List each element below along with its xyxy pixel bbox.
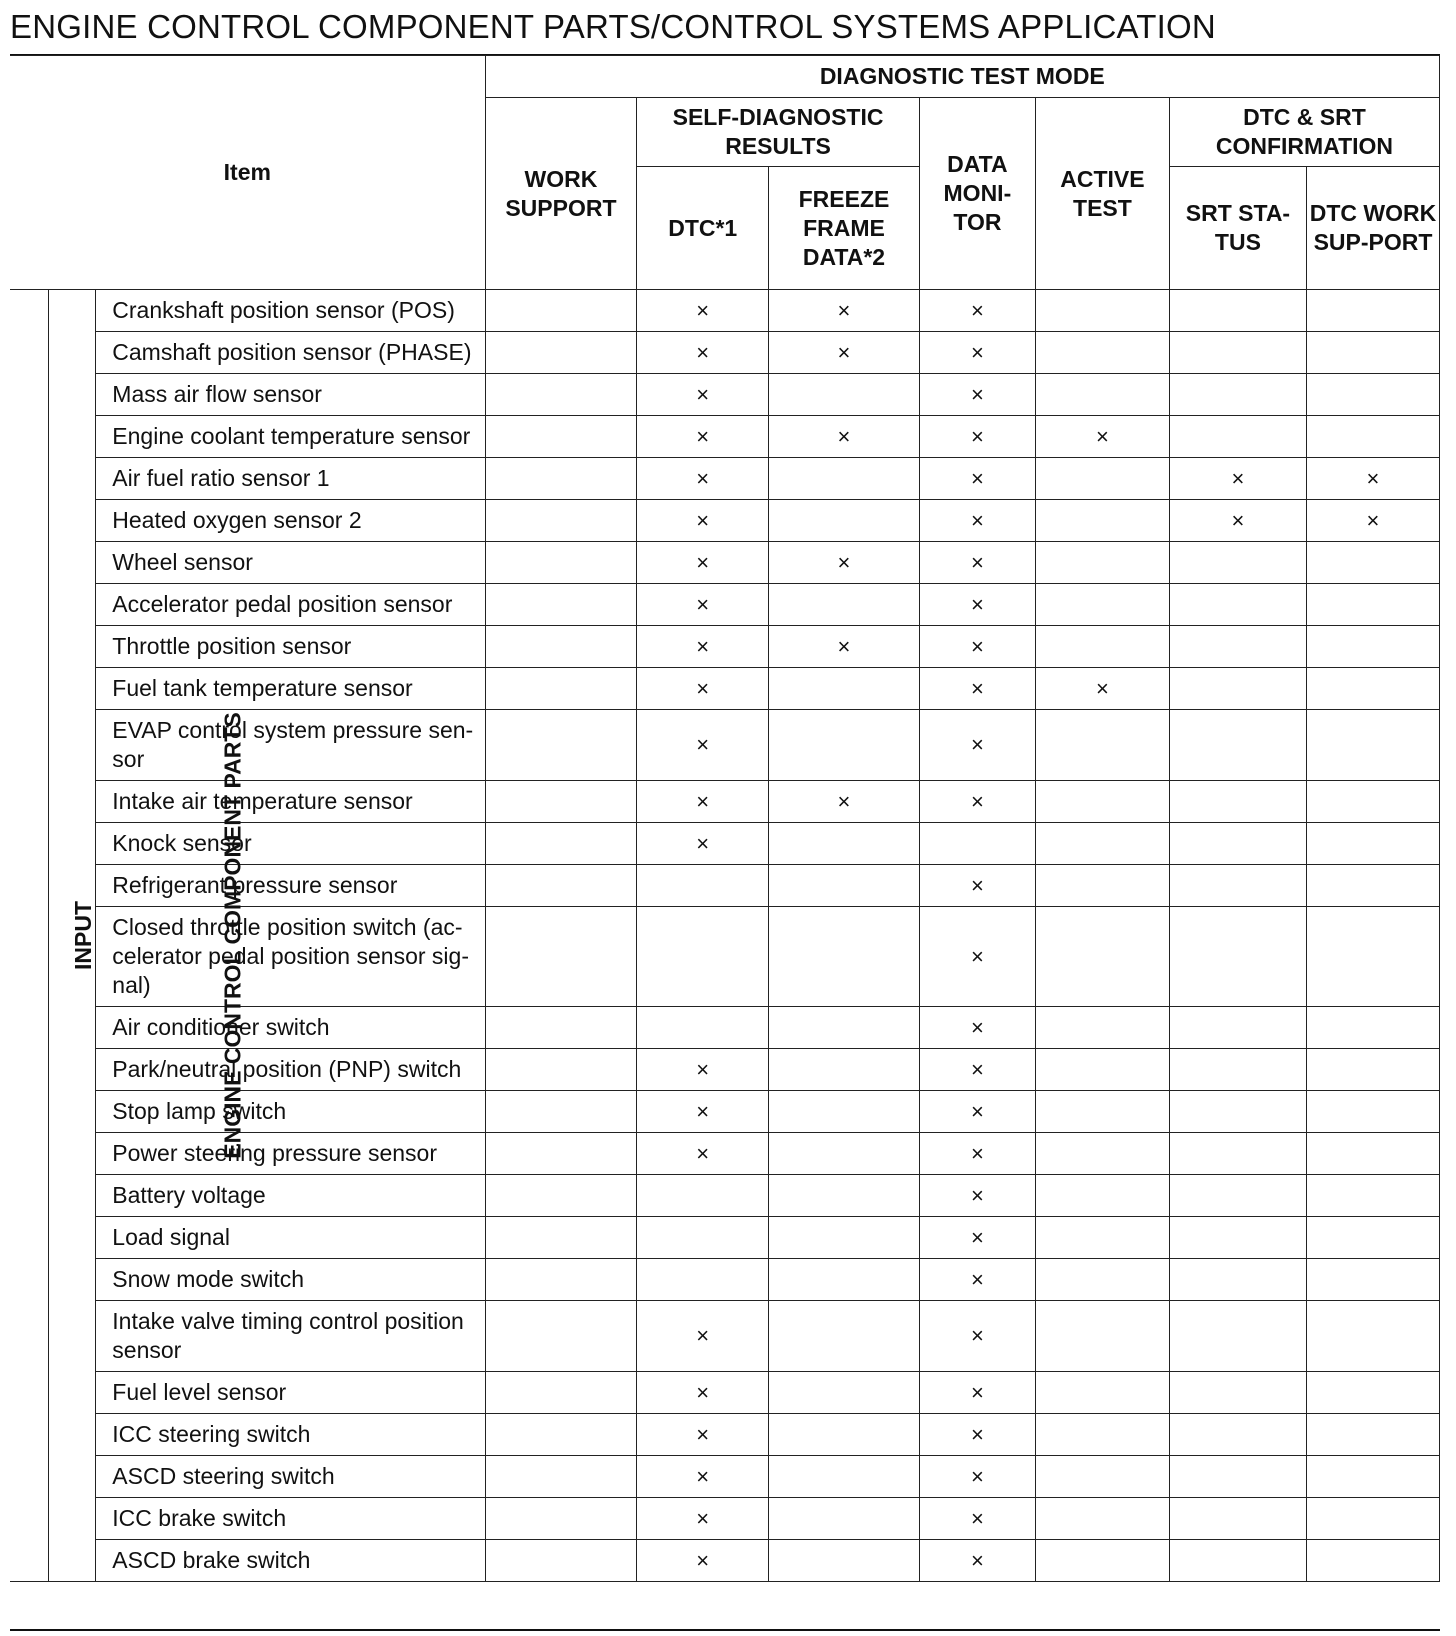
active-test-cell: × [1035, 668, 1169, 710]
data-monitor-cell: × [919, 1498, 1035, 1540]
srt-status-header: SRT STA-TUS [1169, 167, 1306, 290]
item-name: Fuel tank temperature sensor [96, 668, 485, 710]
data-monitor-cell: × [919, 668, 1035, 710]
dtc-cell: × [637, 332, 769, 374]
table-row [10, 1301, 1440, 1372]
dtc-cell: × [637, 668, 769, 710]
dtc-work-support-cell [1306, 542, 1439, 584]
work-support-cell [485, 907, 637, 1007]
active-test-cell [1035, 584, 1169, 626]
active-test-cell [1035, 1133, 1169, 1175]
item-name: ICC steering switch [96, 1414, 485, 1456]
dtc-work-support-cell: × [1306, 500, 1439, 542]
data-monitor-cell: × [919, 1456, 1035, 1498]
item-name: Engine coolant temperature sensor [96, 416, 485, 458]
dtc-cell: × [637, 710, 769, 781]
data-monitor-cell [919, 823, 1035, 865]
dtc-cell: × [637, 1091, 769, 1133]
dtc-work-support-cell [1306, 865, 1439, 907]
active-test-cell [1035, 374, 1169, 416]
dtc-work-support-cell [1306, 626, 1439, 668]
data-monitor-cell: × [919, 1175, 1035, 1217]
work-support-cell [485, 458, 637, 500]
table-row [10, 668, 1440, 710]
work-support-cell [485, 1372, 637, 1414]
item-name: Snow mode switch [96, 1259, 485, 1301]
srt-status-cell [1169, 668, 1306, 710]
dtc-work-support-cell [1306, 781, 1439, 823]
srt-status-cell [1169, 416, 1306, 458]
subgroup-label [49, 290, 96, 1582]
active-test-cell [1035, 290, 1169, 332]
work-support-cell [485, 1007, 637, 1049]
work-support-cell [485, 823, 637, 865]
item-name: ASCD steering switch [96, 1456, 485, 1498]
work-support-cell [485, 1414, 637, 1456]
srt-status-cell [1169, 1133, 1306, 1175]
data-monitor-cell: × [919, 781, 1035, 823]
dtc-work-support-cell [1306, 710, 1439, 781]
freeze-frame-cell [769, 1414, 920, 1456]
group-label-text: ENGINE CONTROL COMPONENT PARTS [219, 712, 246, 1159]
freeze-frame-cell [769, 1217, 920, 1259]
table-body [10, 290, 1440, 1582]
freeze-frame-cell [769, 865, 920, 907]
srt-status-cell [1169, 1175, 1306, 1217]
item-name: Load signal [96, 1217, 485, 1259]
table-row [10, 500, 1440, 542]
active-test-cell [1035, 1301, 1169, 1372]
item-name: Knock sensor [96, 823, 485, 865]
data-monitor-cell: × [919, 500, 1035, 542]
item-name: Accelerator pedal position sensor [96, 584, 485, 626]
freeze-frame-cell [769, 1456, 920, 1498]
active-test-cell [1035, 823, 1169, 865]
dtc-work-support-cell [1306, 1456, 1439, 1498]
dtc-work-support-cell [1306, 1217, 1439, 1259]
active-test-cell [1035, 907, 1169, 1007]
item-name: Stop lamp switch [96, 1091, 485, 1133]
active-test-cell [1035, 710, 1169, 781]
active-test-cell [1035, 1259, 1169, 1301]
dtc-cell: × [637, 1498, 769, 1540]
subgroup-label-text: INPUT [70, 901, 97, 970]
active-test-cell [1035, 542, 1169, 584]
work-support-cell [485, 710, 637, 781]
dtc-work-support-cell [1306, 668, 1439, 710]
table-row [10, 1175, 1440, 1217]
srt-status-cell [1169, 290, 1306, 332]
srt-status-cell [1169, 1498, 1306, 1540]
data-monitor-cell: × [919, 1414, 1035, 1456]
dtc-cell: × [637, 416, 769, 458]
dtc-work-support-cell [1306, 1133, 1439, 1175]
work-support-cell [485, 584, 637, 626]
active-test-cell [1035, 1498, 1169, 1540]
srt-status-cell [1169, 1301, 1306, 1372]
table-row [10, 374, 1440, 416]
self-diagnostic-results-header: SELF-DIAGNOSTIC RESULTS [637, 98, 920, 167]
dtc-work-support-header: DTC WORK SUP-PORT [1306, 167, 1439, 290]
bottom-divider [10, 1629, 1440, 1631]
data-monitor-cell: × [919, 290, 1035, 332]
dtc-cell [637, 1217, 769, 1259]
dtc-work-support-cell [1306, 374, 1439, 416]
freeze-frame-cell [769, 1301, 920, 1372]
srt-status-cell [1169, 865, 1306, 907]
dtc-work-support-cell [1306, 1175, 1439, 1217]
active-test-cell [1035, 332, 1169, 374]
dtc-cell: × [637, 584, 769, 626]
dtc-cell: × [637, 1372, 769, 1414]
table-row [10, 1372, 1440, 1414]
data-monitor-cell: × [919, 1133, 1035, 1175]
srt-status-cell [1169, 332, 1306, 374]
work-support-cell [485, 626, 637, 668]
dtc-cell: × [637, 781, 769, 823]
data-monitor-cell: × [919, 1259, 1035, 1301]
active-test-cell [1035, 781, 1169, 823]
freeze-frame-cell [769, 1091, 920, 1133]
dtc-cell [637, 1259, 769, 1301]
work-support-cell [485, 332, 637, 374]
active-test-cell [1035, 1372, 1169, 1414]
srt-status-cell: × [1169, 458, 1306, 500]
data-monitor-cell: × [919, 374, 1035, 416]
application-table [10, 55, 1440, 1582]
active-test-cell: × [1035, 416, 1169, 458]
item-name: Crankshaft position sensor (POS) [96, 290, 485, 332]
dtc-work-support-cell [1306, 1091, 1439, 1133]
dtc-work-support-cell [1306, 290, 1439, 332]
dtc-work-support-cell [1306, 584, 1439, 626]
data-monitor-cell: × [919, 907, 1035, 1007]
srt-status-cell [1169, 1456, 1306, 1498]
srt-status-cell [1169, 542, 1306, 584]
freeze-frame-data-header: FREEZE FRAME DATA*2 [769, 167, 920, 290]
table-row [10, 458, 1440, 500]
freeze-frame-cell [769, 710, 920, 781]
srt-status-cell [1169, 1372, 1306, 1414]
dtc-cell: × [637, 374, 769, 416]
data-monitor-cell: × [919, 1372, 1035, 1414]
work-support-cell [485, 542, 637, 584]
srt-status-cell [1169, 1540, 1306, 1582]
freeze-frame-cell [769, 500, 920, 542]
active-test-header: ACTIVE TEST [1035, 98, 1169, 290]
dtc-cell [637, 1007, 769, 1049]
srt-status-cell [1169, 1217, 1306, 1259]
item-name: Air fuel ratio sensor 1 [96, 458, 485, 500]
freeze-frame-cell [769, 1259, 920, 1301]
data-monitor-cell: × [919, 458, 1035, 500]
active-test-cell [1035, 458, 1169, 500]
item-name: ICC brake switch [96, 1498, 485, 1540]
srt-status-cell [1169, 781, 1306, 823]
dtc-work-support-cell [1306, 1259, 1439, 1301]
work-support-cell [485, 1259, 637, 1301]
active-test-cell [1035, 865, 1169, 907]
table-row [10, 1217, 1440, 1259]
data-monitor-cell: × [919, 710, 1035, 781]
dtc-work-support-cell [1306, 1007, 1439, 1049]
srt-status-cell [1169, 1091, 1306, 1133]
table-row [10, 1498, 1440, 1540]
active-test-cell [1035, 1456, 1169, 1498]
item-name: Park/neutral position (PNP) switch [96, 1049, 485, 1091]
item-name: Refrigerant pressure sensor [96, 865, 485, 907]
work-support-cell [485, 668, 637, 710]
srt-status-cell [1169, 710, 1306, 781]
active-test-cell [1035, 1007, 1169, 1049]
dtc-cell: × [637, 1133, 769, 1175]
item-header: Item [10, 56, 485, 290]
work-support-cell [485, 1301, 637, 1372]
freeze-frame-cell [769, 374, 920, 416]
item-name: Mass air flow sensor [96, 374, 485, 416]
freeze-frame-cell: × [769, 332, 920, 374]
dtc-cell: × [637, 1540, 769, 1582]
dtc-work-support-cell [1306, 1540, 1439, 1582]
freeze-frame-cell: × [769, 781, 920, 823]
dtc-cell: × [637, 500, 769, 542]
item-name: Camshaft position sensor (PHASE) [96, 332, 485, 374]
work-support-cell [485, 1217, 637, 1259]
item-name: Battery voltage [96, 1175, 485, 1217]
dtc-cell: × [637, 1049, 769, 1091]
data-monitor-header: DATA MONI-TOR [919, 98, 1035, 290]
dtc-work-support-cell [1306, 1372, 1439, 1414]
freeze-frame-cell [769, 458, 920, 500]
table-row [10, 1540, 1440, 1582]
data-monitor-cell: × [919, 332, 1035, 374]
dtc-cell [637, 865, 769, 907]
freeze-frame-cell [769, 1175, 920, 1217]
freeze-frame-cell [769, 1372, 920, 1414]
item-name: Closed throttle position switch (ac-celerator pedal position sensor sig-nal) [96, 907, 485, 1007]
dtc-cell: × [637, 1301, 769, 1372]
table-row [10, 1456, 1440, 1498]
table-row [10, 416, 1440, 458]
data-monitor-cell: × [919, 1217, 1035, 1259]
item-name: ASCD brake switch [96, 1540, 485, 1582]
dtc-work-support-cell [1306, 1498, 1439, 1540]
table-row [10, 290, 1440, 332]
page-title: ENGINE CONTROL COMPONENT PARTS/CONTROL SYSTEMS APPLICATION [10, 8, 1216, 45]
work-support-cell [485, 290, 637, 332]
work-support-cell [485, 1049, 637, 1091]
freeze-frame-cell [769, 1007, 920, 1049]
dtc-cell: × [637, 1456, 769, 1498]
dtc-cell [637, 1175, 769, 1217]
work-support-cell [485, 1498, 637, 1540]
freeze-frame-cell [769, 584, 920, 626]
table-row [10, 1259, 1440, 1301]
active-test-cell [1035, 1091, 1169, 1133]
data-monitor-cell: × [919, 416, 1035, 458]
srt-status-cell [1169, 626, 1306, 668]
dtc-cell: × [637, 542, 769, 584]
dtc-work-support-cell [1306, 907, 1439, 1007]
diagnostic-test-mode-header: DIAGNOSTIC TEST MODE [485, 56, 1439, 98]
dtc-work-support-cell [1306, 1414, 1439, 1456]
dtc-cell: × [637, 1414, 769, 1456]
dtc-cell: × [637, 823, 769, 865]
item-name: Power steering pressure sensor [96, 1133, 485, 1175]
freeze-frame-cell [769, 823, 920, 865]
data-monitor-cell: × [919, 1091, 1035, 1133]
dtc-work-support-cell: × [1306, 458, 1439, 500]
freeze-frame-cell: × [769, 626, 920, 668]
data-monitor-cell: × [919, 1540, 1035, 1582]
work-support-cell [485, 374, 637, 416]
srt-status-cell [1169, 1049, 1306, 1091]
srt-status-cell [1169, 823, 1306, 865]
srt-status-cell [1169, 1259, 1306, 1301]
srt-status-cell [1169, 1007, 1306, 1049]
srt-status-cell [1169, 374, 1306, 416]
active-test-cell [1035, 1049, 1169, 1091]
srt-status-cell [1169, 907, 1306, 1007]
work-support-cell [485, 1133, 637, 1175]
active-test-cell [1035, 1414, 1169, 1456]
dtc-header: DTC*1 [637, 167, 769, 290]
work-support-cell [485, 1175, 637, 1217]
table-row [10, 1414, 1440, 1456]
table-row [10, 542, 1440, 584]
active-test-cell [1035, 500, 1169, 542]
work-support-cell [485, 1456, 637, 1498]
dtc-work-support-cell [1306, 823, 1439, 865]
item-name: Fuel level sensor [96, 1372, 485, 1414]
dtc-work-support-cell [1306, 416, 1439, 458]
dtc-cell: × [637, 458, 769, 500]
active-test-cell [1035, 626, 1169, 668]
dtc-cell: × [637, 626, 769, 668]
work-support-header: WORK SUPPORT [485, 98, 637, 290]
dtc-cell: × [637, 290, 769, 332]
item-name: EVAP control system pressure sen-sor [96, 710, 485, 781]
item-name: Throttle position sensor [96, 626, 485, 668]
freeze-frame-cell: × [769, 416, 920, 458]
work-support-cell [485, 781, 637, 823]
item-name: Heated oxygen sensor 2 [96, 500, 485, 542]
table-row [10, 626, 1440, 668]
item-name: Intake air temperature sensor [96, 781, 485, 823]
freeze-frame-cell [769, 1540, 920, 1582]
srt-status-cell [1169, 1414, 1306, 1456]
freeze-frame-cell [769, 668, 920, 710]
dtc-work-support-cell [1306, 332, 1439, 374]
work-support-cell [485, 416, 637, 458]
srt-status-cell [1169, 584, 1306, 626]
srt-status-cell: × [1169, 500, 1306, 542]
active-test-cell [1035, 1175, 1169, 1217]
freeze-frame-cell: × [769, 542, 920, 584]
data-monitor-cell: × [919, 542, 1035, 584]
active-test-cell [1035, 1217, 1169, 1259]
data-monitor-cell: × [919, 626, 1035, 668]
data-monitor-cell: × [919, 1301, 1035, 1372]
dtc-srt-confirmation-header: DTC & SRT CONFIRMATION [1169, 98, 1439, 167]
data-monitor-cell: × [919, 1007, 1035, 1049]
work-support-cell [485, 1540, 637, 1582]
work-support-cell [485, 1091, 637, 1133]
dtc-work-support-cell [1306, 1049, 1439, 1091]
item-name: Intake valve timing control position sensor [96, 1301, 485, 1372]
data-monitor-cell: × [919, 865, 1035, 907]
freeze-frame-cell [769, 1049, 920, 1091]
data-monitor-cell: × [919, 1049, 1035, 1091]
item-name: Air conditioner switch [96, 1007, 485, 1049]
item-name: Wheel sensor [96, 542, 485, 584]
freeze-frame-cell: × [769, 290, 920, 332]
table-row [10, 332, 1440, 374]
dtc-work-support-cell [1306, 1301, 1439, 1372]
work-support-cell [485, 500, 637, 542]
dtc-cell [637, 907, 769, 1007]
freeze-frame-cell [769, 1133, 920, 1175]
work-support-cell [485, 865, 637, 907]
table-row [10, 584, 1440, 626]
freeze-frame-cell [769, 907, 920, 1007]
freeze-frame-cell [769, 1498, 920, 1540]
data-monitor-cell: × [919, 584, 1035, 626]
active-test-cell [1035, 1540, 1169, 1582]
